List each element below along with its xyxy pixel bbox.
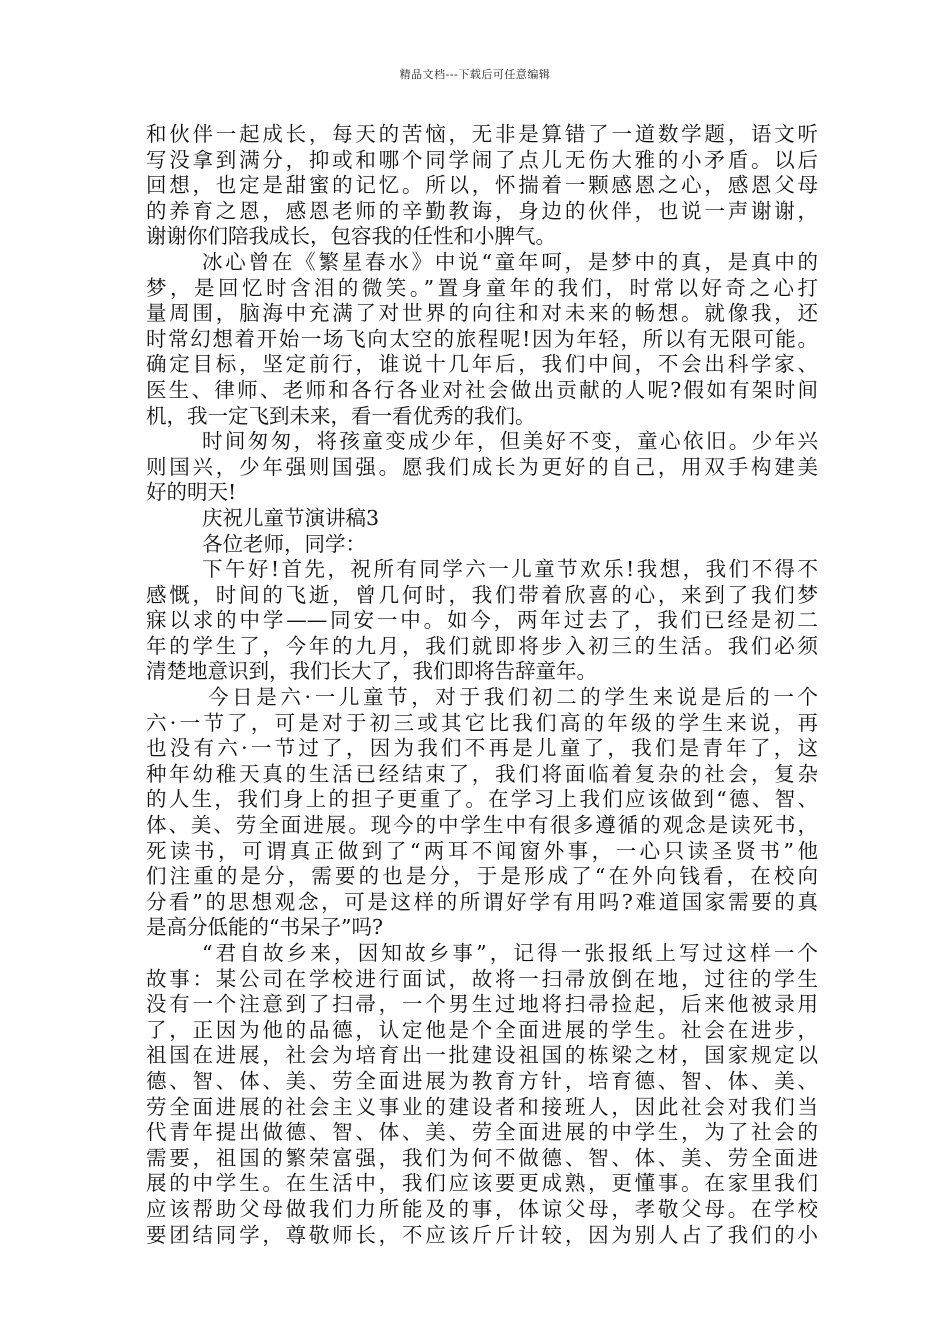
text-line: 也没有六·一节过了，因为我们不再是儿童了，我们是青年了，这 [146, 736, 818, 761]
text-line: 要团结同学，尊敬师长，不应该斤斤计较，因为别人占了我们的小 [146, 1222, 818, 1247]
text-line: 没有一个注意到了扫帚，一个男生过地将扫帚捡起，后来他被录用 [146, 992, 818, 1017]
text-line: 故事：某公司在学校进行面试，故将一扫帚放倒在地，过往的学生 [146, 966, 818, 991]
text-line: 谢谢你们陪我成长，包容我的任性和小脾气。 [146, 224, 556, 249]
text-line: 机，我一定飞到未来，看一看优秀的我们。 [146, 403, 536, 428]
text-line: 死读书，可谓真正做到了“两耳不闻窗外事，一心只读圣贤书”他 [146, 838, 818, 863]
text-line: 劳全面进展的社会主义事业的建设者和接班人，因此社会对我们当 [146, 1094, 818, 1119]
text-line: 庆祝儿童节演讲稿3 [202, 505, 380, 530]
text-line: 医生、律师、老师和各行各业对社会做出贡献的人呢?假如有架时间 [146, 377, 818, 402]
text-line: 则国兴，少年强则国强。愿我们成长为更好的自己，用双手构建美 [146, 454, 818, 479]
text-line: 年的学生了，今年的九月，我们就即将步入初三的生活。我们必须 [146, 633, 818, 658]
text-line: 时常幻想着开始一场飞向太空的旅程呢!因为年轻，所以有无限可能。 [146, 326, 818, 351]
page-header: 精品文档---下载后可任意编辑 [399, 68, 551, 81]
text-line: “君自故乡来，因知故乡事”，记得一张报纸上写过这样一个 [202, 941, 818, 965]
text-line: 六·一节了，可是对于初三或其它比我们高的年级的学生来说，再 [146, 710, 818, 735]
text-line: 寐以求的中学——同安一中。如今，两年过去了，我们已经是初二 [146, 608, 818, 633]
text-line: 和伙伴一起成长，每天的苦恼，无非是算错了一道数学题，语文听 [146, 122, 818, 146]
text-line: 确定目标，坚定前行，谁说十几年后，我们中间，不会出科学家、 [146, 352, 818, 377]
text-line: 量周围，脑海中充满了对世界的向往和对未来的畅想。就像我，还 [146, 301, 818, 326]
document-body [146, 122, 818, 1248]
text-line: 的养育之恩，感恩老师的辛勤教诲，身边的伙伴，也说一声谢谢， [146, 198, 818, 223]
text-line: 分看”的思想观念，可是这样的所谓好学有用吗?难道国家需要的真 [146, 889, 818, 914]
text-line: 各位老师，同学： [202, 531, 366, 556]
text-line: 今日是六·一儿童节，对于我们初二的学生来说是后的一个 [208, 685, 818, 710]
text-line: 体、美、劳全面进展。现今的中学生中有很多遵循的观念是读死书， [146, 813, 818, 838]
text-line: 感慨，时间的飞逝，曾几何时，我们带着欣喜的心，来到了我们梦 [146, 582, 818, 607]
text-line: 展的中学生。在生活中，我们应该要更成熟，更懂事。在家里我们 [146, 1171, 818, 1196]
text-line: 写没拿到满分，抑或和哪个同学闹了点儿无伤大雅的小矛盾。以后 [146, 147, 818, 172]
text-line: 代青年提出做德、智、体、美、劳全面进展的中学生，为了社会的 [146, 1120, 818, 1145]
text-line: 是高分低能的“书呆子”吗? [146, 915, 383, 940]
text-line: 种年幼稚天真的生活已经结束了，我们将面临着复杂的社会，复杂 [146, 761, 818, 786]
text-line: 们注重的是分，需要的也是分，于是形成了“在外向钱看，在校向 [146, 864, 818, 889]
text-line: 梦，是回忆时含泪的微笑。”置身童年的我们，时常以好奇之心打 [146, 275, 818, 300]
text-line: 好的明天! [146, 480, 237, 505]
text-line: 了，正因为他的品德，认定他是个全面进展的学生。社会在进步， [146, 1017, 818, 1042]
text-line: 冰心曾在《繁星春水》中说“童年呵，是梦中的真，是真中的 [202, 249, 818, 274]
text-line: 回想，也定是甜蜜的记忆。所以，怀揣着一颗感恩之心，感恩父母 [146, 173, 818, 198]
text-line: 下午好!首先，祝所有同学六一儿童节欢乐!我想，我们不得不 [202, 557, 818, 582]
text-line: 应该帮助父母做我们力所能及的事，体谅父母，孝敬父母。在学校 [146, 1196, 818, 1221]
text-line: 德、智、体、美、劳全面进展为教育方针，培育德、智、体、美、 [146, 1068, 818, 1093]
text-line: 的人生，我们身上的担子更重了。在学习上我们应该做到“德、智、 [146, 787, 818, 812]
text-line: 祖国在进展，社会为培育出一批建设祖国的栋梁之材，国家规定以 [146, 1043, 818, 1068]
text-line: 需要，祖国的繁荣富强，我们为何不做德、智、体、美、劳全面进 [146, 1145, 818, 1170]
text-line: 清楚地意识到，我们长大了，我们即将告辞童年。 [146, 659, 597, 684]
text-line: 时间匆匆，将孩童变成少年，但美好不变，童心依旧。少年兴 [202, 429, 818, 454]
